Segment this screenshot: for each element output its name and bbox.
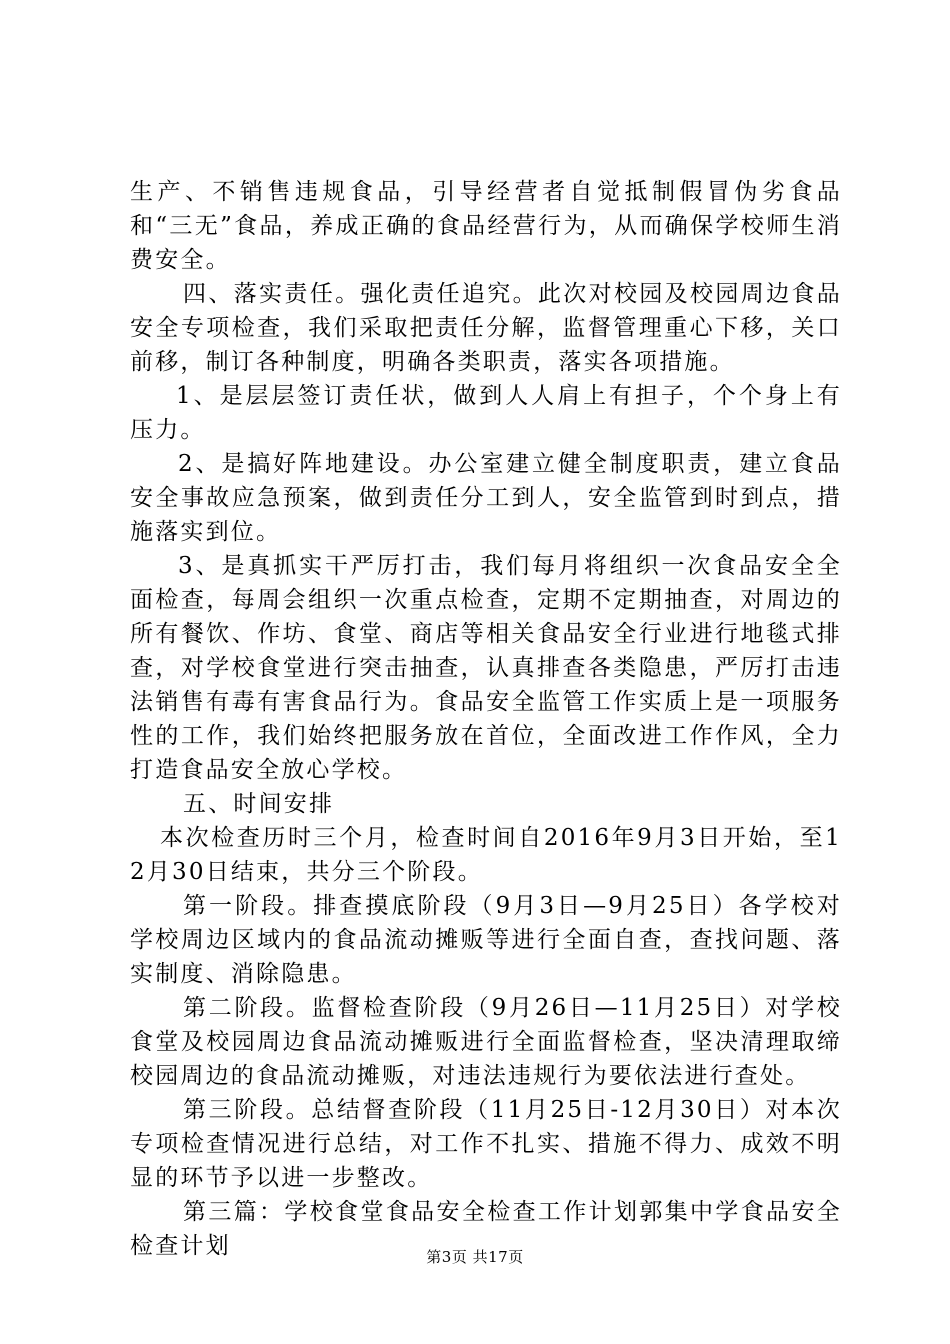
paragraph-chapter-three-title: 第三篇：学校食堂食品安全检查工作计划郭集中学食品安全检查计划 bbox=[130, 1199, 842, 1259]
paragraph-phase-two: 第二阶段。监督检查阶段（9月26日—11月25日）对学校食堂及校园周边食品流动摊贩进行全面监督检查，坚决清理取缔校园周边的食品流动摊贩，对违法违规行为要依法进行查处。 bbox=[130, 995, 842, 1089]
paragraph-schedule: 本次检查历时三个月，检查时间自2016年9月3日开始，至12月30日结束，共分三个阶段。 bbox=[130, 825, 842, 885]
paragraph-section-four: 四、落实责任。强化责任追究。此次对校园及校园周边食品安全专项检查，我们采取把责任分解，监督管理重心下移，关口前移，制订各种制度，明确各类职责，落实各项措施。 bbox=[130, 281, 842, 375]
paragraph-item-1: 1、是层层签订责任状，做到人人肩上有担子，个个身上有压力。 bbox=[130, 383, 842, 443]
paragraph-item-3: 3、是真抓实干严厉打击，我们每月将组织一次食品安全全面检查，每周会组织一次重点检查，定期不定期抽查，对周边的所有餐饮、作坊、食堂、商店等相关食品安全行业进行地毯式排查，对学校食堂进行突击抽查，认真排查各类隐患，严厉打击违法销售有毒有害食品行为。食品安全监管工作实质上是一项服务性的工作，我们始终把服务放在首位，全面改进工作作风，全力打造食品安全放心学校。 bbox=[130, 553, 842, 783]
heading-section-five: 五、时间安排 bbox=[183, 791, 335, 817]
paragraph-item-2: 2、是搞好阵地建设。办公室建立健全制度职责，建立食品安全事故应急预案，做到责任分工到人，安全监管到时到点，措施落实到位。 bbox=[130, 451, 842, 545]
page-number-footer: 第3页 共17页 bbox=[426, 1248, 524, 1266]
document-body bbox=[130, 175, 842, 1263]
paragraph-continuation: 生产、不销售违规食品，引导经营者自觉抵制假冒伪劣食品和“三无”食品，养成正确的食品经营行为，从而确保学校师生消费安全。 bbox=[130, 179, 842, 273]
paragraph-phase-one: 第一阶段。排查摸底阶段（9月3日—9月25日）各学校对学校周边区域内的食品流动摊贩等进行全面自查，查找问题、落实制度、消除隐患。 bbox=[130, 893, 842, 987]
paragraph-phase-three: 第三阶段。总结督查阶段（11月25日-12月30日）对本次专项检查情况进行总结，对工作不扎实、措施不得力、成效不明显的环节予以进一步整改。 bbox=[130, 1097, 842, 1191]
